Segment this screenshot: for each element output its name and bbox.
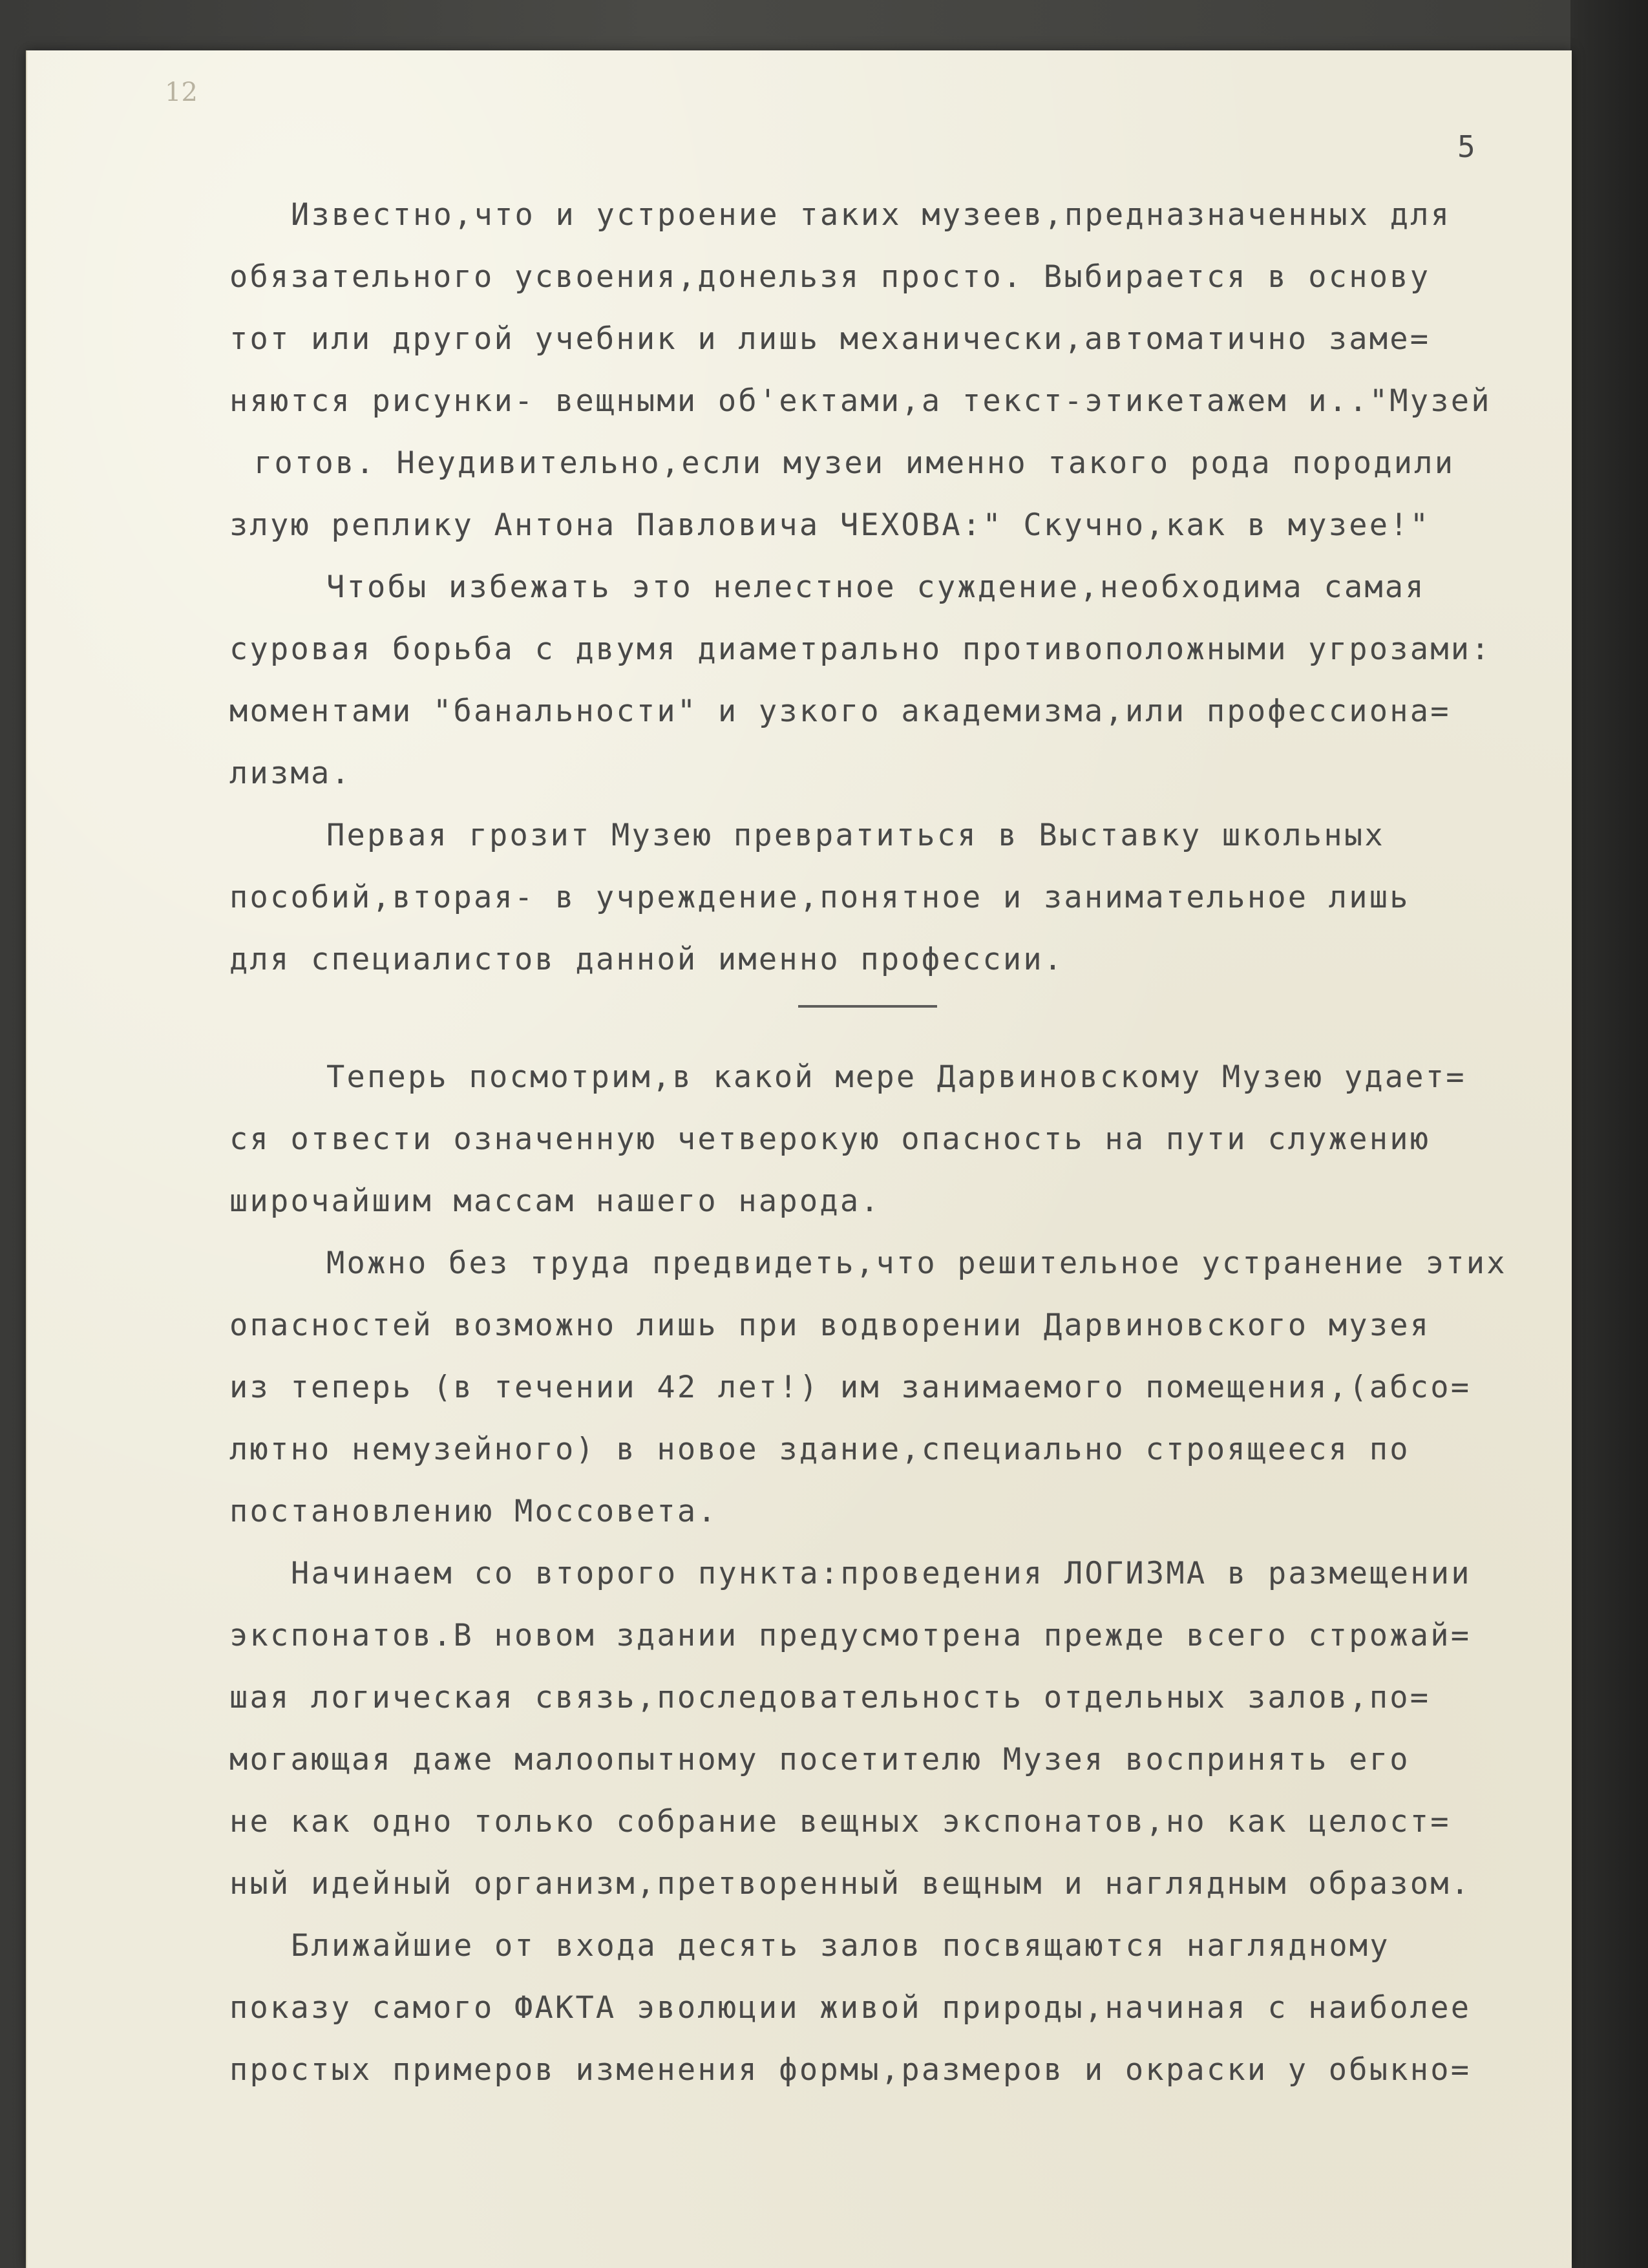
text-line: моментами "банальности" и узкого академизма,или профессиона= bbox=[229, 694, 1451, 729]
text-line: Начинаем со второго пункта:проведения ЛОГИЗМА в размещении bbox=[291, 1556, 1472, 1591]
text-line: ный идейный организм,претворенный вещным и наглядным образом. bbox=[229, 1866, 1472, 1902]
text-line: Ближайшие от входа десять залов посвящаются наглядному bbox=[291, 1928, 1390, 1964]
text-line: Чтобы избежать это нелестное суждение,необходима самая bbox=[326, 569, 1426, 605]
text-line: из теперь (в течении 42 лет!) им занимаемого помещения,(абсо= bbox=[229, 1370, 1472, 1405]
text-line: могающая даже малоопытному посетителю Музея воспринять его bbox=[229, 1742, 1410, 1777]
text-line: для специалистов данной именно профессии. bbox=[229, 942, 1064, 977]
scan-dark-edge bbox=[1570, 0, 1648, 2268]
typewritten-text bbox=[229, 184, 1567, 2101]
text-line: Первая грозит Музею превратиться в Выставку школьных bbox=[326, 818, 1385, 853]
text-line: тот или другой учебник и лишь механически,автоматично заме= bbox=[229, 321, 1431, 357]
text-line: пособий,вторая- в учреждение,понятное и занимательное лишь bbox=[229, 880, 1410, 915]
text-line: экспонатов.В новом здании предусмотрена прежде всего строжай= bbox=[229, 1618, 1472, 1653]
text-line: няются рисунки- вещными об'ектами,а текст-этикетажем и.."Музей bbox=[229, 383, 1492, 419]
text-line: не как одно только собрание вещных экспонатов,но как целост= bbox=[229, 1804, 1451, 1839]
text-line: злую реплику Антона Павловича ЧЕХОВА:" Скучно,как в музее!" bbox=[229, 507, 1431, 543]
section-divider bbox=[798, 1005, 937, 1008]
text-line: лизма. bbox=[229, 756, 352, 791]
text-line: Теперь посмотрим,в какой мере Дарвиновскому Музею удает= bbox=[326, 1059, 1466, 1095]
text-line: Можно без труда предвидеть,что решительное устранение этих bbox=[326, 1245, 1507, 1281]
text-line: простых примеров изменения формы,размеров и окраски у обыкно= bbox=[229, 2052, 1472, 2088]
corner-pencil-mark: 12 bbox=[165, 78, 198, 107]
text-line: шая логическая связь,последовательность отдельных залов,по= bbox=[229, 1680, 1431, 1715]
text-line: готов. Неудивительно,если музеи именно такого рода породили bbox=[254, 445, 1455, 481]
page-number: 5 bbox=[1457, 129, 1475, 164]
text-line: постановлению Моссовета. bbox=[229, 1494, 718, 1529]
text-line: ся отвести означенную четверокую опасность на пути служению bbox=[229, 1121, 1431, 1157]
text-line: суровая борьба с двумя диаметрально противоположными угрозами: bbox=[229, 631, 1492, 667]
text-line: лютно немузейного) в новое здание,специально строящееся по bbox=[229, 1432, 1410, 1467]
text-line: опасностей возможно лишь при водворении Дарвиновского музея bbox=[229, 1308, 1431, 1343]
text-line: показу самого ФАКТА эволюции живой природы,начиная с наиболее bbox=[229, 1990, 1472, 2026]
text-line: Известно,что и устроение таких музеев,предназначенных для bbox=[291, 197, 1452, 233]
text-line: широчайшим массам нашего народа. bbox=[229, 1183, 881, 1219]
text-line: обязательного усвоения,донельзя просто. Выбирается в основу bbox=[229, 259, 1431, 295]
